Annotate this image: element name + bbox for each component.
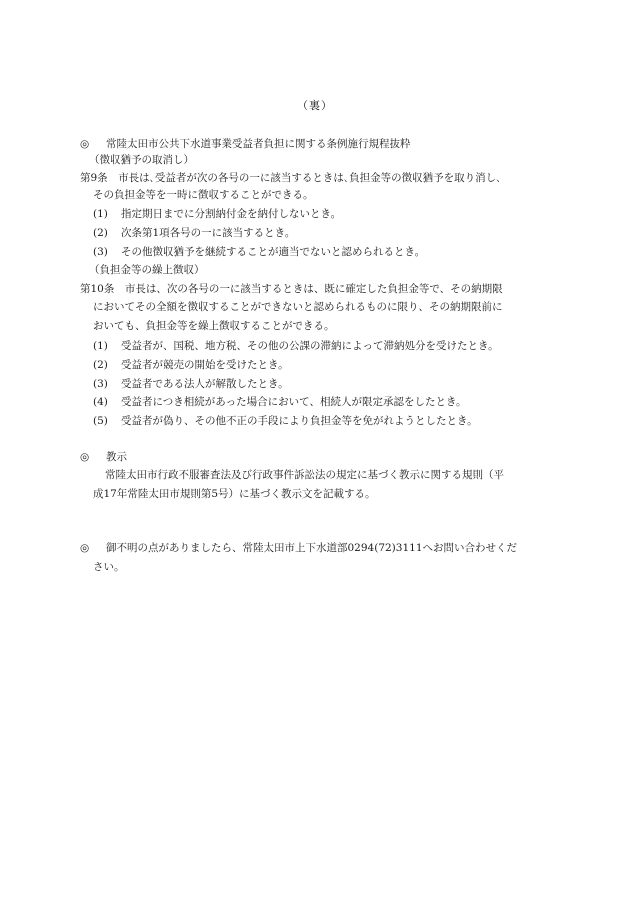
notice-body-line1: 常陸太田市行政不服審査法及び行政事件訴訟法の規定に基づく教示に関する規則（平: [105, 469, 504, 481]
article9-line2: その負担金等を一時に徴収することができる。: [93, 189, 314, 201]
article9-item-2: (2) 次条第1項各号の一に該当するとき。: [93, 227, 296, 239]
article9-line1: 第9条 市長は､受益者が次の各号の一に該当するときは､負担金等の徴収猶予を取り消し､: [80, 172, 502, 184]
double-circle-mark: ◎: [80, 542, 90, 554]
contact-line2: さい。: [93, 561, 125, 573]
article10-line1: 第10条 市長は、次の各号の一に該当するときは、既に確定した負担金等で、その納期限: [80, 283, 503, 295]
contact-text: 御不明の点がありましたら、常陸太田市上下水道部0294(72)3111へお問い合わせくだ: [106, 542, 517, 554]
article9-item-3: (3) その他徴収猶予を継続することが適当でないと認められるとき。: [93, 246, 426, 258]
article10-item-2: (2) 受益者が競売の開始を受けたとき。: [93, 359, 289, 371]
article10-item-5: (5) 受益者が偽り、その他不正の手段により負担金等を免がれようとしたとき。: [93, 415, 478, 427]
article9-item-1: (1) 指定期日までに分割納付金を納付しないとき。: [93, 208, 342, 220]
article10-item-4: (4) 受益者につき相続があった場合において、相続人が限定承認をしたとき。: [93, 396, 467, 408]
article10-line2: においてその全額を徴収することができないと認められるものに限り、その納期限前に: [93, 301, 503, 313]
notice-body-line2: 成17年常陸太田市規則第5号）に基づく教示文を記載する。: [93, 488, 376, 500]
subheading-advance-collection: （負担金等の繰上徴収）: [89, 264, 205, 276]
section2-title-line: [80, 449, 127, 465]
section1-title-line: [80, 136, 411, 152]
double-circle-mark: ◎: [80, 451, 90, 463]
double-circle-mark: ◎: [80, 138, 90, 150]
article10-line3: おいても、負担金等を繰上徴収することができる。: [93, 320, 335, 332]
section2-title: 教示: [106, 451, 127, 463]
subheading-cancel-deferral: （徴収猶予の取消し）: [89, 154, 194, 166]
article10-item-1: (1) 受益者が、国税、地方税、その他の公課の滞納によって滞納処分を受けたとき。: [93, 340, 499, 352]
article10-item-3: (3) 受益者である法人が解散したとき。: [93, 378, 289, 390]
page-heading: （裏）: [297, 99, 333, 112]
section1-title: 常陸太田市公共下水道事業受益者負担に関する条例施行規程抜粋: [106, 138, 411, 150]
contact-line1: [80, 540, 517, 556]
